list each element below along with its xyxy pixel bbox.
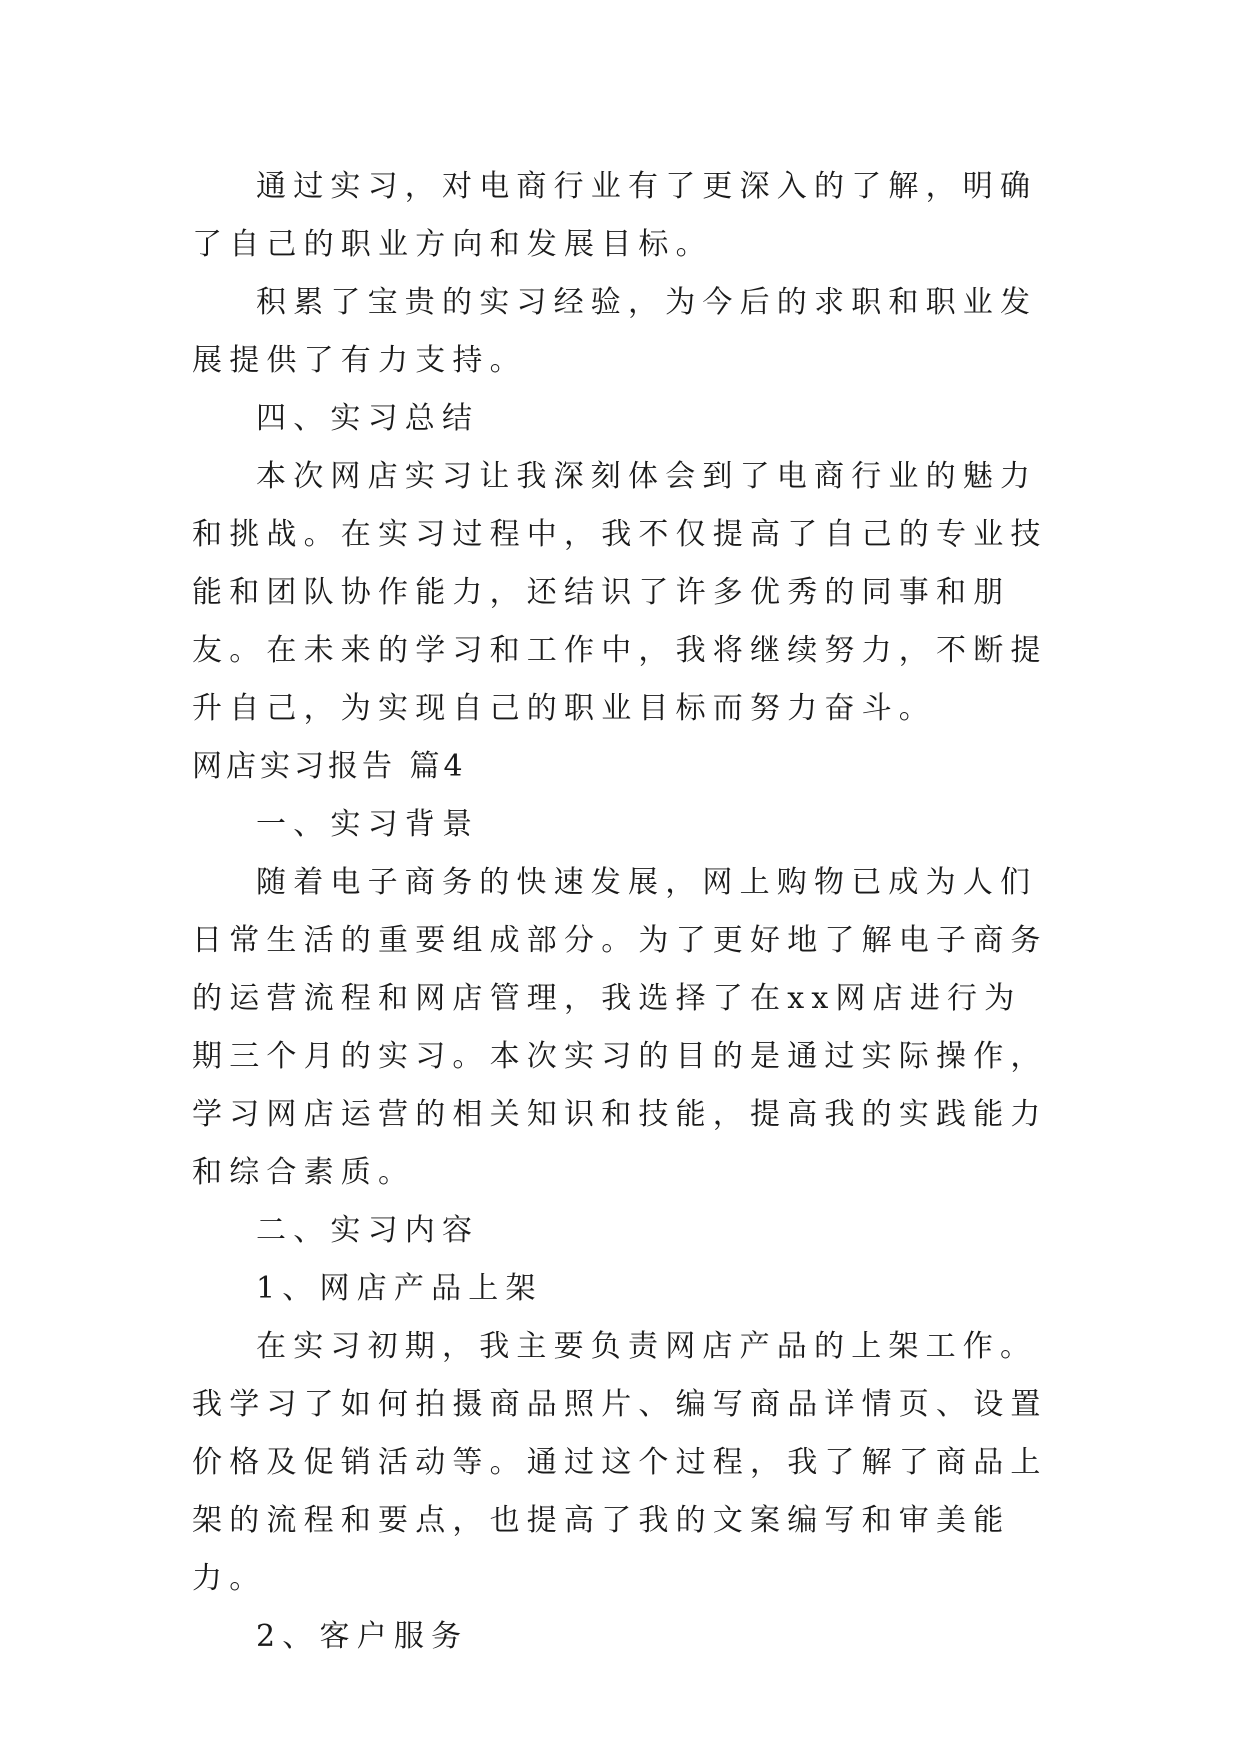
subsection-heading: 2、客户服务 xyxy=(256,1619,469,1654)
paragraph: 在实习初期，我主要负责网店产品的上架工作。我学习了如何拍摄商品照片、编写商品详情页、设置价格及促销活动等。通过这个过程，我了解了商品上架的流程和要点，也提高了我的文案编写和审美能力。 xyxy=(192,1329,1048,1596)
subsection-heading: 1、网店产品上架 xyxy=(256,1271,543,1306)
paragraph: 随着电子商务的快速发展，网上购物已成为人们日常生活的重要组成部分。为了更好地了解电子商务的运营流程和网店管理，我选择了在xx网店进行为期三个月的实习。本次实习的目的是通过实际操作，学习网店运营的相关知识和技能，提高我的实践能力和综合素质。 xyxy=(192,865,1048,1190)
section-heading: 四、实习总结 xyxy=(256,401,480,436)
paragraph: 本次网店实习让我深刻体会到了电商行业的魅力和挑战。在实习过程中，我不仅提高了自己的专业技能和团队协作能力，还结识了许多优秀的同事和朋友。在未来的学习和工作中，我将继续努力，不断提升自己，为实现自己的职业目标而努力奋斗。 xyxy=(192,459,1048,726)
report-title: 网店实习报告 篇4 xyxy=(192,749,467,784)
section-heading: 一、实习背景 xyxy=(256,807,480,842)
section-heading: 二、实习内容 xyxy=(256,1213,480,1248)
document-page xyxy=(192,158,1052,1666)
paragraph: 积累了宝贵的实习经验，为今后的求职和职业发展提供了有力支持。 xyxy=(192,285,1038,378)
paragraph: 通过实习，对电商行业有了更深入的了解，明确了自己的职业方向和发展目标。 xyxy=(192,169,1038,262)
